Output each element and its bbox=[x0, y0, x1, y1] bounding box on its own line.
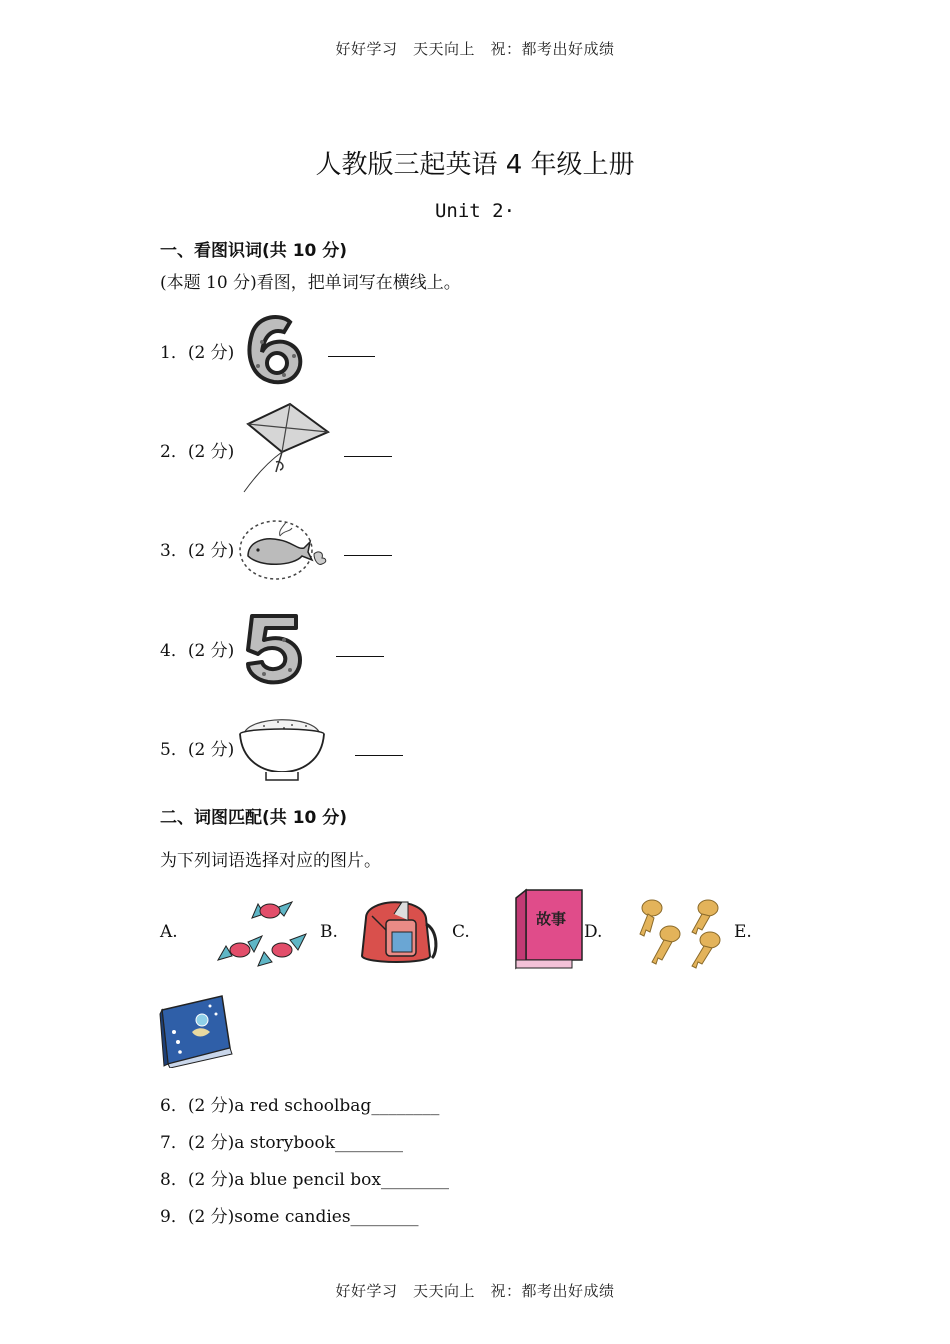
question-9-label: 9．(2 分)some candies________ bbox=[160, 1207, 419, 1227]
section1-instruction: (本题 10 分)看图，把单词写在横线上。 bbox=[160, 273, 461, 293]
whale-picture bbox=[234, 514, 334, 582]
question-8-label: 8．(2 分)a blue pencil box________ bbox=[160, 1170, 449, 1190]
blue-pencil-box-picture bbox=[158, 992, 236, 1068]
option-a-letter: A. bbox=[160, 922, 178, 942]
page-header: 好好学习 天天向上 祝：都考出好成绩 bbox=[335, 40, 615, 58]
candies-picture bbox=[214, 894, 310, 970]
question-5-label: 5．(2 分) bbox=[160, 740, 235, 760]
bowl-of-rice-picture bbox=[234, 708, 330, 784]
option-d-letter: D. bbox=[584, 922, 603, 942]
question-2-label: 2．(2 分) bbox=[160, 442, 235, 462]
storybook-cover-text: 故事 bbox=[536, 910, 567, 928]
page-subtitle: Unit 2· bbox=[434, 200, 516, 222]
option-e-letter: E. bbox=[734, 922, 752, 942]
question-7-label: 7．(2 分)a storybook________ bbox=[160, 1133, 404, 1153]
number-six-picture bbox=[244, 312, 306, 386]
question-4-label: 4．(2 分) bbox=[160, 641, 235, 661]
answer-line-5[interactable] bbox=[355, 754, 403, 756]
answer-line-3[interactable] bbox=[344, 554, 392, 556]
section2-instruction: 为下列词语选择对应的图片。 bbox=[160, 851, 381, 871]
answer-line-4[interactable] bbox=[336, 655, 384, 657]
option-c-letter: C. bbox=[452, 922, 470, 942]
question-1-label: 1．(2 分) bbox=[160, 343, 235, 363]
number-five-picture bbox=[244, 612, 304, 686]
option-b-letter: B. bbox=[320, 922, 338, 942]
section1-heading: 一、看图识词(共 10 分) bbox=[160, 241, 348, 261]
answer-line-1[interactable] bbox=[328, 355, 375, 357]
storybook-picture bbox=[512, 888, 584, 970]
page-title: 人教版三起英语 4 年级上册 bbox=[315, 150, 635, 180]
question-3-label: 3．(2 分) bbox=[160, 541, 235, 561]
answer-line-2[interactable] bbox=[344, 455, 392, 457]
keys-picture bbox=[636, 894, 728, 970]
section2-heading: 二、词图匹配(共 10 分) bbox=[160, 808, 348, 828]
page-footer: 好好学习 天天向上 祝：都考出好成绩 bbox=[335, 1282, 615, 1300]
red-schoolbag-picture bbox=[352, 890, 440, 970]
kite-picture bbox=[242, 402, 332, 494]
question-6-label: 6．(2 分)a red schoolbag________ bbox=[160, 1096, 440, 1116]
